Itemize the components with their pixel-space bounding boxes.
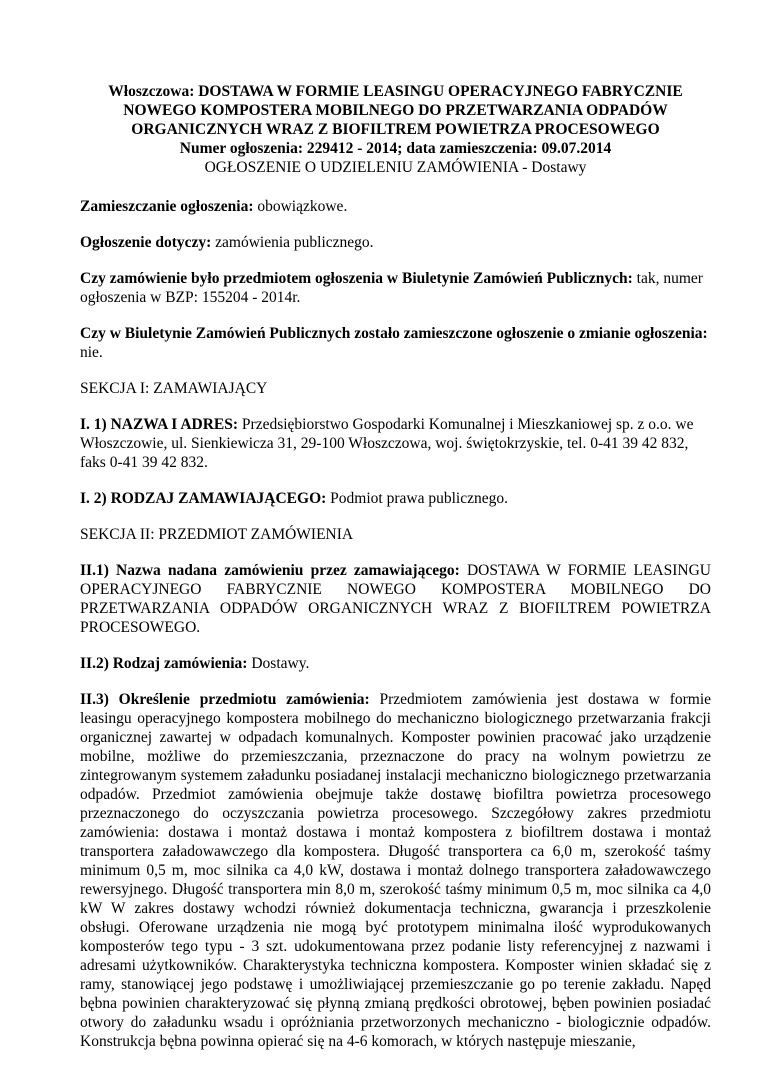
- field-label: Czy w Biuletynie Zamówień Publicznych zostało zamieszczone ogłoszenie o zmianie ogłoszenia:: [80, 325, 708, 342]
- field-nazwa-adres: [80, 415, 711, 472]
- field-dotyczy: [80, 233, 711, 252]
- field-zamieszczanie: [80, 197, 711, 216]
- field-label: II.1) Nazwa nadana zamówieniu przez zamawiającego:: [80, 562, 460, 579]
- section-1-heading: SEKCJA I: ZAMAWIAJĄCY: [80, 380, 268, 397]
- field-value: Dostawy.: [247, 655, 310, 672]
- field-value: obowiązkowe.: [253, 198, 348, 215]
- field-rodzaj-zamawiajacego: [80, 489, 711, 508]
- field-rodzaj-zamowienia: [80, 654, 711, 673]
- header-title-line-3: ORGANICZNYCH WRAZ Z BIOFILTREM POWIETRZA PROCESOWEGO: [131, 121, 660, 138]
- document-page: [80, 82, 711, 1068]
- header-title-line-2: NOWEGO KOMPOSTERA MOBILNEGO DO PRZETWARZANIA ODPADÓW: [123, 102, 668, 119]
- field-value: zamówienia publicznego.: [211, 234, 374, 251]
- field-label: I. 2) RODZAJ ZAMAWIAJĄCEGO:: [80, 490, 327, 507]
- field-bzp: [80, 269, 711, 307]
- field-okreslenie-przedmiotu: [80, 690, 711, 1051]
- header-title-line-1: Włoszczowa: DOSTAWA W FORMIE LEASINGU OPERACYJNEGO FABRYCZNIE: [108, 83, 683, 100]
- field-value: Przedsiębiorstwo Gospodarki Komunalnej i Mieszkaniowej sp. z o.o. we Włoszczowie, ul. Sienkiewicza 31, 29-100 Włoszczowa, woj. świętokrzyskie, tel. 0-41 39 42 832, faks 0-41 39 42 832.: [80, 416, 694, 471]
- announcement-type: OGŁOSZENIE O UDZIELENIU ZAMÓWIENIA - Dostawy: [204, 159, 587, 176]
- field-label: Ogłoszenie dotyczy:: [80, 234, 212, 251]
- field-value: nie.: [80, 344, 103, 361]
- field-label: Zamieszczanie ogłoszenia:: [80, 198, 254, 215]
- field-value: Podmiot prawa publicznego.: [326, 490, 508, 507]
- field-value: Przedmiotem zamówienia jest dostawa w formie leasingu operacyjnego kompostera mobilnego do mechaniczno biologicznego przetwarzania frakcji organicznej zawartej w odpadach komunalnych. Komposter powinien pracować jako urządzenie mobilne, możliwe do przemieszczania, przeznaczone do pracy na wolnym powietrzu ze zintegrowanym systemem załadunku posiadanej instalacji mechaniczno biologicznego przetwarzania odpadów. Przedmiot zamówienia obejmuje także dostawę biofiltra powietrza procesowego przeznaczonego do oczyszczania powietrza procesowego. Szczegółowy zakres przedmiotu zamówienia: dostawa i montaż dostawa i montaż kompostera z biofiltrem dostawa i montaż transportera załadowawczego dla kompostera. Długość transportera ca 6,0 m, szerokość taśmy minimum 0,5 m, moc silnika ca 4,0 kW, dostawa i montaż dolnego transportera załadowawczego rewersyjnego. Długość transportera min 8,0 m, szerokość taśmy minimum 0,5 m, moc silnika ca 4,0 kW W zakres dostawy wchodzi również dokumentacja techniczna, gwarancja i przeszkolenie obsługi. Oferowane urządzenia nie mogą być prototypem minimalna ilość wyprodukowanych komposterów tego typu - 3 szt. udokumentowana przez podanie listy referencyjnej z nazwami i adresami użytkowników. Charakterystyka techniczna kompostera. Komposter winien składać się z ramy, stanowiącej jego podstawę i umożliwiającej przemieszczanie go po terenie zakładu. Napęd bębna powinien charakteryzować się płynną zmianą prędkości obrotowej, bęben powinien posiadać otwory do załadunku wsadu i opróżniania przetworzonych mechaniczno - biologicznie odpadów. Konstrukcja bębna powinna opierać się na 4-6 komorach, w których następuje mieszanie,: [80, 691, 712, 1050]
- section-2-heading: SEKCJA II: PRZEDMIOT ZAMÓWIENIA: [80, 526, 354, 543]
- field-label: II.3) Określenie przedmiotu zamówienia:: [80, 691, 370, 708]
- field-value: DOSTAWA W FORMIE LEASINGU OPERACYJNEGO FABRYCZNIE NOWEGO KOMPOSTERA MOBILNEGO DO PRZETWARZANIA ODPADÓW ORGANICZNYCH WRAZ Z BIOFILTREM POWIETRZA PROCESOWEGO.: [80, 562, 711, 636]
- field-zmiana: [80, 324, 711, 362]
- field-value: tak, numer ogłoszenia w BZP: 155204 - 2014r.: [80, 270, 703, 306]
- field-nazwa-zamowienia: [80, 561, 711, 637]
- announcement-number: Numer ogłoszenia: 229412 - 2014; data zamieszczenia: 09.07.2014: [179, 140, 612, 157]
- field-label: II.2) Rodzaj zamówienia:: [80, 655, 248, 672]
- field-label: I. 1) NAZWA I ADRES:: [80, 416, 239, 433]
- document-header: [80, 82, 711, 177]
- field-label: Czy zamówienie było przedmiotem ogłoszenia w Biuletynie Zamówień Publicznych:: [80, 270, 633, 287]
